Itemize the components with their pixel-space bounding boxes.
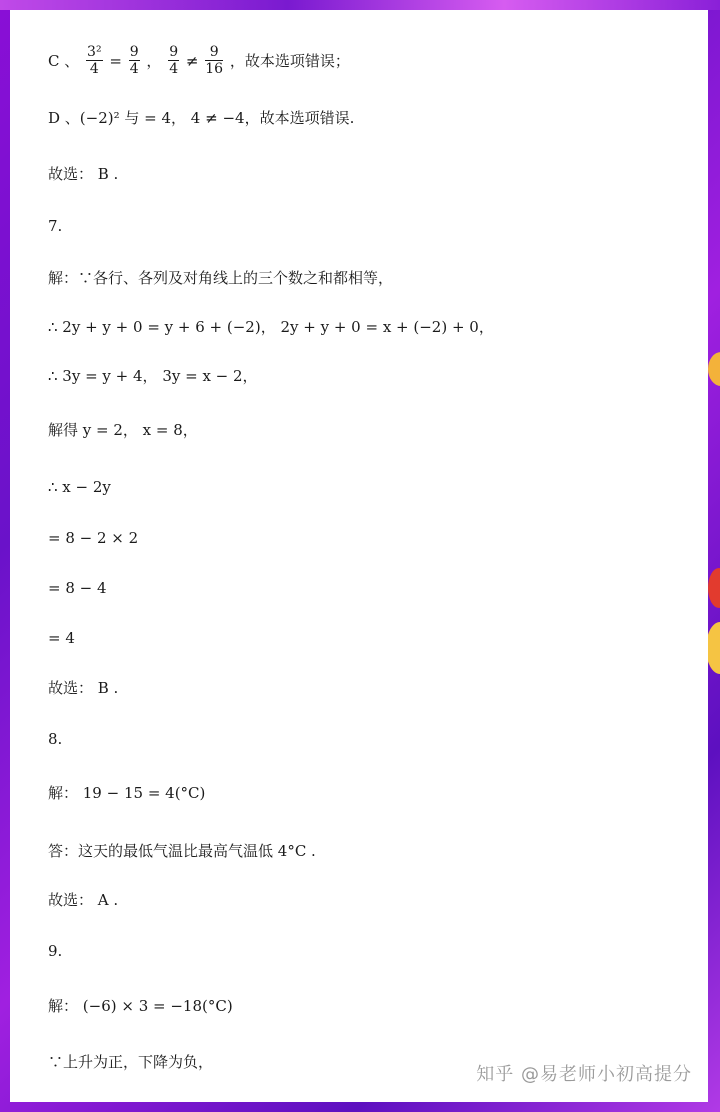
question-number: 9. xyxy=(48,942,63,960)
fraction xyxy=(168,44,179,77)
equation-line: ∴ x − 2y xyxy=(48,478,111,496)
coin-decoration xyxy=(706,622,720,674)
equation-line: = 8 − 4 xyxy=(48,579,107,597)
coin-decoration xyxy=(708,352,720,386)
fraction-numerator: 9 xyxy=(169,44,179,60)
fraction-numerator: 3² xyxy=(87,44,102,60)
fraction xyxy=(205,44,223,77)
solution-line: ∵上升为正，下降为负， xyxy=(48,1053,214,1071)
document-page xyxy=(10,10,708,1102)
equation-line: = 4 xyxy=(48,629,75,647)
question-number: 7. xyxy=(48,217,63,235)
final-choice: 故选： B . xyxy=(48,165,119,183)
equals-sign: = xyxy=(109,51,122,70)
not-equal-sign: ≠ xyxy=(185,51,199,70)
equation-line: ∴ 3y = y + 4， 3y = x − 2， xyxy=(48,367,258,385)
fraction-numerator: 9 xyxy=(205,44,223,61)
fraction-denominator: 4 xyxy=(129,61,139,77)
fraction-denominator: 4 xyxy=(89,61,99,77)
answer-line: 答：这天的最低气温比最高气温低 4°C . xyxy=(48,842,316,860)
top-border-decoration xyxy=(0,0,720,10)
solution-line: 解：∵各行、各列及对角线上的三个数之和都相等， xyxy=(48,269,394,287)
question-number: 8. xyxy=(48,730,63,748)
red-envelope-decoration xyxy=(708,568,720,608)
solution-line-d-option: D 、(−2)² 与 = 4， 4 ≠ −4，故本选项错误. xyxy=(48,109,355,127)
solution-line-c-option xyxy=(48,44,688,77)
separator: ， xyxy=(146,51,162,70)
equation-line: = 8 − 2 × 2 xyxy=(48,529,139,547)
solution-line: 解： 19 − 15 = 4(°C) xyxy=(48,784,206,802)
fraction xyxy=(86,44,103,77)
option-label: C 、 xyxy=(48,51,80,70)
final-choice: 故选： B . xyxy=(48,679,119,697)
fraction-numerator: 9 xyxy=(129,44,139,60)
fraction xyxy=(129,44,140,77)
final-choice: 故选： A . xyxy=(48,891,119,909)
watermark: 知乎 @易老师小初高提分 xyxy=(476,1064,692,1085)
fraction-denominator: 4 xyxy=(169,61,179,77)
equation-line: ∴ 2y + y + 0 = y + 6 + (−2)， 2y + y + 0 = x + (−2) + 0， xyxy=(48,318,494,336)
equation-line: 解得 y = 2， x = 8， xyxy=(48,421,198,439)
option-conclusion: ，故本选项错误； xyxy=(229,51,350,70)
solution-line: 解： (−6) × 3 = −18(°C) xyxy=(48,997,233,1015)
fraction-denominator: 16 xyxy=(205,61,224,77)
